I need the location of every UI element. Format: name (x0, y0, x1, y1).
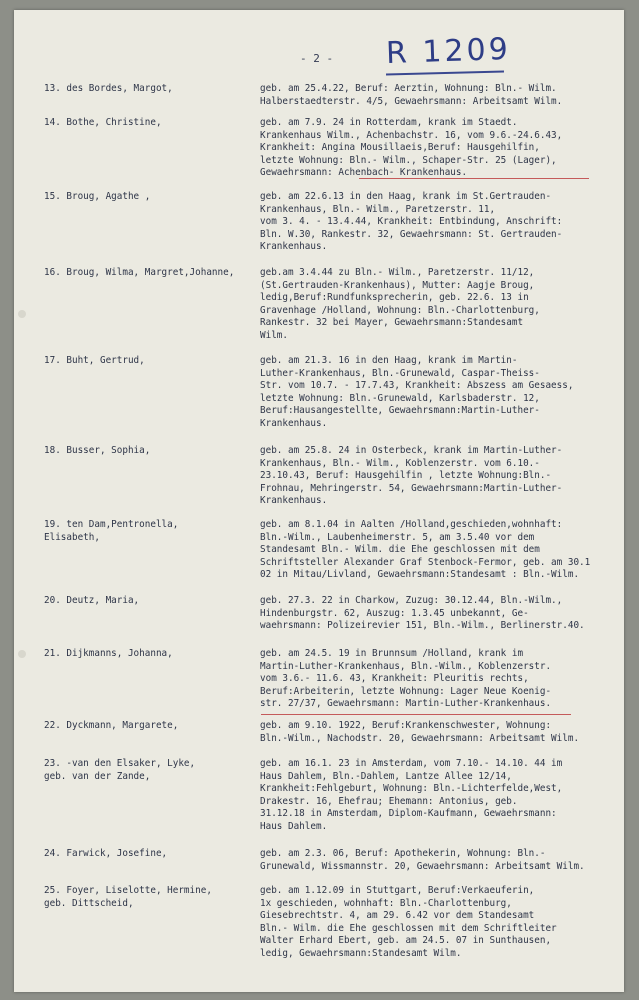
entry-details: geb.am 3.4.44 zu Bln.- Wilm., Paretzerstr. 11/12, (St.Gertrauden-Krankenhaus), Mutter: Aagje Broug, ledig,Beruf:Rundfunksprecherin, geb. 22.6. 13 in Gravenhage /Holland, Wohnung: Bln.-Charlottenburg, Rankestr. 32 bei Mayer, Gewaehrsmann:Standesamt Wilm. (260, 267, 540, 341)
punch-hole (18, 650, 26, 658)
entry-details: geb. am 16.1. 23 in Amsterdam, vom 7.10.- 14.10. 44 im Haus Dahlem, Bln.-Dahlem, Lantze Allee 12/14, Krankheit:Fehlgeburt, Wohnung: Bln.-Lichterfelde,West, Drakestr. 16, Ehefrau; Ehemann: Antonius, geb. 31.12.18 in Amsterdam, Diplom-Kaufmann, Gewaehrsmann: Haus Dahlem. (260, 758, 563, 832)
entry-details: geb. am 8.1.04 in Aalten /Holland,geschieden,wohnhaft: Bln.-Wilm., Laubenheimerstr. 5, am 3.5.40 vor dem Standesamt Bln.- Wilm. die Ehe geschlossen mit dem Schriftsteller Alexander Graf Stenbock-Fermor, geb. am 30.1 02 in Mitau/Livland, Gewaehrsmann:Standesamt : Bln.-Wilm. (260, 519, 591, 581)
entry-details: geb. am 9.10. 1922, Beruf:Krankenschwester, Wohnung: Bln.-Wilm., Nachodstr. 20, Gewaehrsmann: Arbeitsamt Wilm. (260, 720, 580, 744)
entry-name: 25. Foyer, Liselotte, Hermine, geb. Dittscheid, (44, 885, 212, 909)
entry-name: 23. -van den Elsaker, Lyke, geb. van der Zande, (44, 758, 196, 782)
entry-name: 15. Broug, Agathe , (44, 191, 151, 202)
pencil-underline (359, 178, 589, 179)
entry-details: geb. am 2.3. 06, Beruf: Apothekerin, Wohnung: Bln.- Grunewald, Wissmannstr. 20, Gewaehrsmann: Arbeitsamt Wilm. (260, 848, 585, 872)
entry-name: 18. Busser, Sophia, (44, 445, 151, 456)
pencil-underline (261, 714, 571, 715)
entry-details: geb. am 1.12.09 in Stuttgart, Beruf:Verkaeuferin, 1x geschieden, wohnhaft: Bln.-Charlottenburg, Giesebrechtstr. 4, am 29. 6.42 vor dem Standesamt Bln.- Wilm. die Ehe geschlossen mit dem Schriftleiter Walter Erhard Ebert, geb. am 24.5. 07 in Sunthausen, ledig, Gewaehrsmann:Standesamt Wilm. (260, 885, 557, 959)
entry-name: 24. Farwick, Josefine, (44, 848, 168, 859)
entry-details: geb. am 25.4.22, Beruf: Aerztin, Wohnung: Bln.- Wilm. Halberstaedterstr. 4/5, Gewaehrsmann: Arbeitsamt Wilm. (260, 83, 563, 107)
entry-name: 20. Deutz, Maria, (44, 595, 140, 606)
entry-details: geb. am 22.6.13 in den Haag, krank im St.Gertrauden- Krankenhaus, Bln.- Wilm., Paretzerstr. 11, vom 3. 4. - 13.4.44, Krankheit: Entbindung, Anschrift: Bln. W.30, Rankestr. 32, Gewaehrsmann: St. Gertrauden- Krankenhaus. (260, 191, 563, 253)
entry-details: geb. am 7.9. 24 in Rotterdam, krank im Staedt. Krankenhaus Wilm., Achenbachstr. 16, vom 9.6.-24.6.43, Krankheit: Angina Mousillaeis,Beruf: Hausgehilfin, letzte Wohnung: Bln.- Wilm., Schaper-Str. 25 (Lager), Gewaehrsmann: Achenbach- Krankenhaus. (260, 117, 563, 179)
entry-name: 21. Dijkmanns, Johanna, (44, 648, 173, 659)
entry-name: 14. Bothe, Christine, (44, 117, 162, 128)
entry-name: 17. Buht, Gertrud, (44, 355, 145, 366)
archive-stamp: R 1209 (385, 31, 512, 72)
entry-name: 22. Dyckmann, Margarete, (44, 720, 179, 731)
entry-name: 19. ten Dam,Pentronella, Elisabeth, (44, 519, 179, 543)
entry-name: 16. Broug, Wilma, Margret,Johanne, (44, 267, 235, 278)
entry-name: 13. des Bordes, Margot, (44, 83, 173, 94)
punch-hole (18, 310, 26, 318)
document-page (14, 10, 624, 992)
page-number: - 2 - (300, 52, 334, 65)
entry-details: geb. am 21.3. 16 in den Haag, krank im Martin- Luther-Krankenhaus, Bln.-Grunewald, Caspar-Theiss- Str. vom 10.7. - 17.7.43, Krankheit: Abszess am Gesaess, letzte Wohnung: Bln.-Grunewald, Karlsbaderstr. 12, Beruf:Hausangestellte, Gewaehrsmann:Martin-Luther- Krankenhaus. (260, 355, 574, 429)
stamp-underline (386, 70, 504, 75)
entry-details: geb. 27.3. 22 in Charkow, Zuzug: 30.12.44, Bln.-Wilm., Hindenburgstr. 62, Auszug: 1.3.45 unbekannt, Ge- waehrsmann: Polizeirevier 151, Bln.-Wilm., Berlinerstr.40. (260, 595, 585, 632)
entry-details: geb. am 25.8. 24 in Osterbeck, krank im Martin-Luther- Krankenhaus, Bln.- Wilm., Koblenzerstr. vom 6.10.- 23.10.43, Beruf: Hausgehilfin , letzte Wohnung:Bln.- Frohnau, Mehringerstr. 54, Gewaehrsmann:Martin-Luther- Krankenhaus. (260, 445, 563, 507)
entry-details: geb. am 24.5. 19 in Brunnsum /Holland, krank im Martin-Luther-Krankenhaus, Bln.-Wilm., Koblenzerstr. vom 3.6.- 11.6. 43, Krankheit: Pleuritis rechts, Beruf:Arbeiterin, letzte Wohnung: Lager Neue Koenig- str. 27/37, Gewaehrsmann: Martin-Luther-Krankenhaus. (260, 648, 552, 710)
